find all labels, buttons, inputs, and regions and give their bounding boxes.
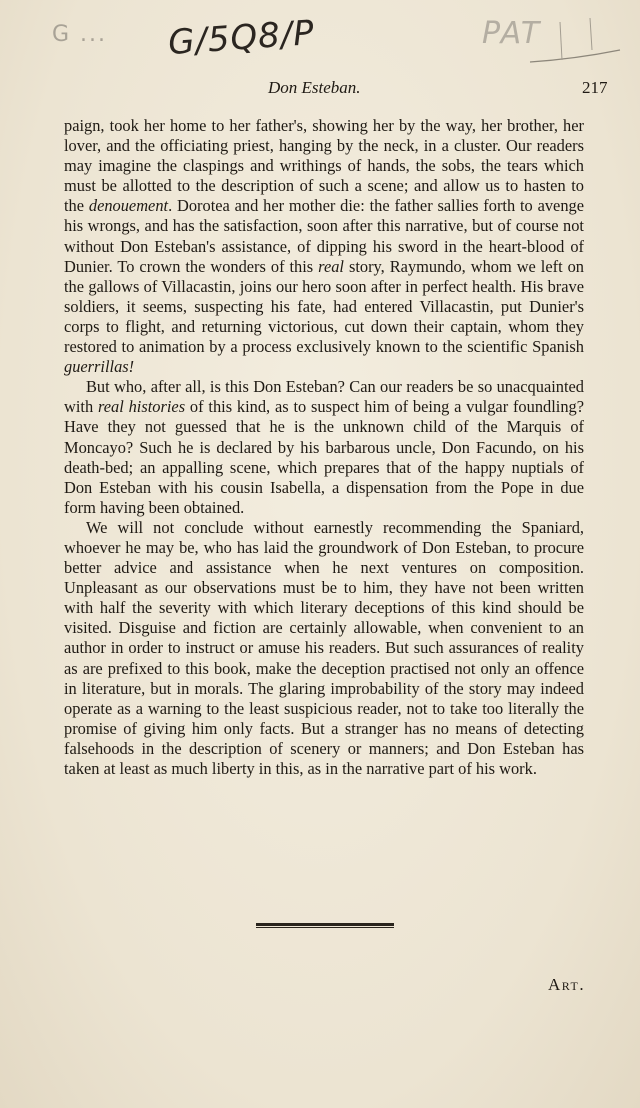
p2-text-b: of this kind, as to suspect him of being a vulgar foundling? Have they not guessed that he is the unknown child of the Marquis of Moncayo? Such he is declared by his barbarous uncle, Don Facundo, on his death-bed; an appalling scene, which prepares that of the happy nuptials of Don Esteban with his cousin Isabella, a dispensation from the Pope in due form having been obtained. — [64, 397, 584, 517]
p2-italic-real-histories: real histories — [97, 397, 186, 417]
p1-italic-denouement: denouement — [88, 196, 169, 216]
paragraph-1 — [64, 116, 584, 377]
paragraph-2 — [64, 377, 584, 518]
catchword: Art. — [548, 975, 586, 994]
paragraph-3: We will not conclude without earnestly recommending the Spaniard, whoever he may be, who has laid the groundwork of Don Esteban, to procure better advice and assistance when he next ventures on composition. Unpleasant as our observations must be to him, they have not been written with half the severity with which literary deceptions of this kind should be visited. Disguise and fiction are certainly allowable, when convenient to an author in order to instruct or amuse his readers. But such assurances of reality as are prefixed to this book, make the deception practised not only an offence in literature, but in morals. The glaring improbability of the story may indeed operate as a warning to the least suspicious reader, not to take too literally the promise of giving him only facts. But a stranger has no means of detecting falsehoods in the description of scenery or manners; and Don Esteban has taken at least as much liberty in this, as in the narrative part of his work. — [64, 517, 584, 778]
faded-marginal-note-left: G ... — [52, 22, 108, 47]
p1-text-b: . Dorotea and her mother die: the father sallies forth to avenge his wrongs, and has the satisfaction, soon after this narrative, but of course not without Don Esteban's assistance, of dipping his sword in the heart-blood of Dunier. To crown the wonders of this — [64, 196, 585, 276]
section-divider-rule — [256, 923, 394, 928]
p2-text-a: But who, after all, is this Don Esteban? Can our readers be so unacquainted with — [64, 377, 584, 417]
running-title: Don Esteban. — [268, 78, 361, 97]
faded-marginal-note-right: PAT — [482, 16, 542, 51]
article-body — [64, 116, 584, 779]
handwritten-shelfmark: G/5Q8/P — [166, 12, 317, 64]
p1-text-c: story, Raymundo, whom we left on the gallows of Villacastin, joins our hero soon after in perfect health. His brave soldiers, it seems, suspecting his fate, had entered Villacastin, put Dunier's corps to flight, and returning victorious, cut down their captain, whom they restored to animation by a process exclusively known to the scientific Spanish — [64, 256, 584, 357]
p1-text-a: paign, took her home to her father's, showing her by the way, her brother, her lover, and the officiating priest, hanging by the neck, in a cluster. Our readers may imagine the claspings and writhings of hands, the sobs, the tears which must be allotted to the description of such a scene; and allow us to hasten to the — [64, 116, 584, 216]
p1-italic-real: real — [318, 256, 344, 276]
torn-corner-mark — [520, 10, 630, 70]
p1-italic-guerrillas: guerrillas! — [64, 357, 135, 377]
page-number: 217 — [582, 78, 608, 97]
